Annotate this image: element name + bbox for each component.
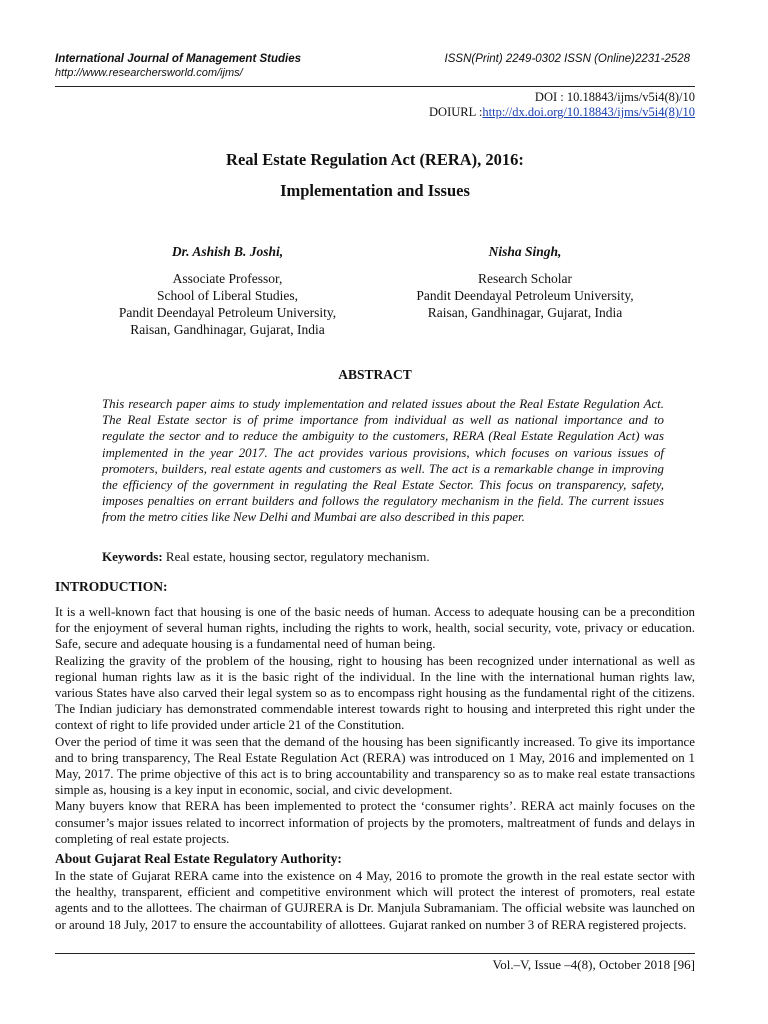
author-1-affiliation-line: Associate Professor, <box>172 271 283 286</box>
journal-header <box>55 52 301 80</box>
author-2-affiliation-line: Pandit Deendayal Petroleum University, <box>416 288 634 303</box>
gujarat-rera-heading: About Gujarat Real Estate Regulatory Authority: <box>55 851 342 866</box>
doiurl-label: DOIURL : <box>429 105 483 119</box>
doi-line: DOI : 10.18843/ijms/v5i4(8)/10 <box>534 90 695 104</box>
gujarat-rera-paragraph: In the state of Gujarat RERA came into the existence on 4 May, 2016 to promote the growth in the real estate sector with the healthy, transparent, efficient and competitive environment which will protect the interest of promoters, real estate agents and to the allottees. The chairman of GUJRERA is Dr. Manjula Subramaniam. The official website was launched on or around 18 July, 2017 to ensure the accountability of allottees. Gujarat ranked on number 3 of RERA registered projects. <box>55 869 695 932</box>
page-footer: Vol.–V, Issue –4(8), October 2018 [96] <box>492 957 695 972</box>
author-1-name: Dr. Ashish B. Joshi, <box>171 244 284 259</box>
doiurl-link[interactable]: http://dx.doi.org/10.18843/ijms/v5i4(8)/10 <box>482 105 695 119</box>
author-2-affiliation-line: Research Scholar <box>477 271 573 286</box>
paper-title-line2: Implementation and Issues <box>280 181 470 200</box>
author-2 <box>385 243 665 321</box>
introduction-paragraph: Many buyers know that RERA has been implemented to protect the ‘consumer rights’. RERA act mainly focuses on the consumer’s major issues related to incorrect information of projects by the promoters, maltreatment of funds and delays in completing of real estate projects. <box>55 799 695 846</box>
abstract-heading: ABSTRACT <box>338 367 412 382</box>
journal-url: http://www.researchersworld.com/ijms/ <box>55 67 243 79</box>
doi-block <box>429 90 695 120</box>
footer-rule <box>55 953 695 954</box>
introduction-paragraph: Realizing the gravity of the problem of the housing, right to housing has been recognized under international as well as regional human rights law as it is the basic right of the individual. In the line with the international human rights law, various States have also carved their legal system so as to encompass right housing as the fundamental right of the citizens. The Indian judiciary has demonstrated commendable interest towards right to housing and interpreted this right under the context of right to life provided under article 21 of the Constitution. <box>55 653 695 733</box>
introduction-paragraph: It is a well-known fact that housing is one of the basic needs of human. Access to adequate housing can be a precondition for the enjoyment of several human rights, including the rights to work, health, social security, vote, privacy or education. Safe, secure and adequate housing is a fundamental need of human being. <box>55 605 695 652</box>
author-1-affiliation-line: Raisan, Gandhinagar, Gujarat, India <box>130 322 325 337</box>
issn: ISSN(Print) 2249-0302 ISSN (Online)2231-2528 <box>444 53 690 65</box>
author-2-affiliation-line: Raisan, Gandhinagar, Gujarat, India <box>427 305 623 320</box>
introduction-body <box>55 604 695 847</box>
abstract-text: This research paper aims to study implementation and related issues about the Real Estate Regulation Act. The Real Estate sector is of prime importance from individual as well as national importance and to regulate the sector and to reduce the ambiguity to the customers, RERA (Real Estate Regulation Act) was implemented in the year 2017. The act provides various provisions, which focuses on various issues of promoters, builders, real estate agents and customers as well. The act is a remarkable change in improving the efficiency of the government in regulating the Real Estate Sector. This focus on transparency, safety, imposes penalties on errant builders and follows the regulatory mechanism in the field. The current issues from the metro cities like New Delhi and Mumbai are also described in this paper. <box>102 397 664 525</box>
author-1-affiliation-line: School of Liberal Studies, <box>157 288 298 303</box>
introduction-heading: INTRODUCTION: <box>55 579 168 594</box>
introduction-paragraph: Over the period of time it was seen that the demand of the housing has been significantly increased. To give its importance and to bring transparency, The Real Estate Regulation Act (RERA) was introduced on 1 May, 2016 and implemented on 1 May, 2017. The prime objective of this act is to bring accountability and transparency so as to make real estate transactions simple as, housing is a key input in economic, social, and civic development. <box>55 734 695 798</box>
author-2-name: Nisha Singh, <box>488 244 562 259</box>
keywords-label: Keywords: <box>102 549 163 564</box>
paper-title-line1: Real Estate Regulation Act (RERA), 2016: <box>226 150 524 169</box>
gujarat-rera-body <box>55 868 695 933</box>
journal-name: International Journal of Management Studies <box>55 53 302 65</box>
header-rule <box>55 86 695 87</box>
author-1-affiliation-line: Pandit Deendayal Petroleum University, <box>118 305 337 320</box>
keywords <box>102 549 662 565</box>
author-1 <box>85 243 370 338</box>
keywords-text: Real estate, housing sector, regulatory mechanism. <box>162 549 430 564</box>
doiurl-line <box>429 105 695 120</box>
